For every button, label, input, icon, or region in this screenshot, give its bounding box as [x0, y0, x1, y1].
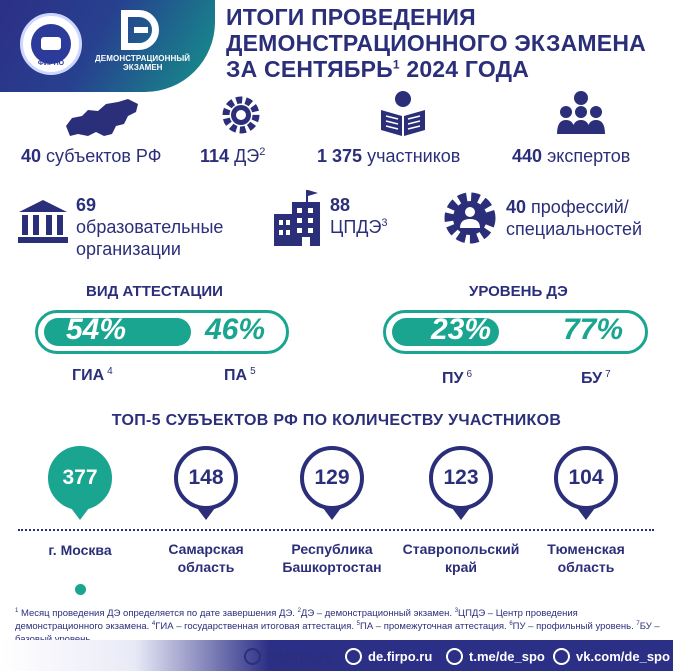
- top5-pin-tail: [452, 508, 470, 520]
- hd-link-icon: [244, 648, 261, 665]
- top5-baseline: [18, 529, 654, 531]
- top5-pin: 123: [429, 446, 493, 510]
- top5-pin-tail: [71, 508, 89, 520]
- telegram-icon: [446, 648, 463, 665]
- footer-bar: [0, 640, 673, 671]
- reader-icon: [378, 90, 428, 138]
- top5-region-name: Тюменская область: [526, 540, 646, 576]
- link-telegram[interactable]: t.me/de_spo: [446, 648, 545, 665]
- level-right-pct: 77%: [563, 313, 624, 346]
- top5-region-name: Республика Башкортостан: [272, 540, 392, 576]
- level-left-pct: 23%: [431, 313, 492, 346]
- top5-region-name: Самарская область: [146, 540, 266, 576]
- top5-pin-tail: [197, 508, 215, 520]
- top5-pin: 377: [48, 446, 112, 510]
- level-right-label: БУ $^7$: [581, 368, 611, 387]
- attestation-left-label: ГИА $^4$: [72, 365, 113, 384]
- title-line2: ДЕМОНСТРАЦИОННОГО ЭКЗАМЕНА: [226, 30, 646, 56]
- stat-participants: 1 375 участников: [317, 146, 461, 166]
- firpo-logo: [20, 13, 82, 75]
- title-line3: ЗА СЕНТЯБРЬ$^1$ 2024 ГОДА: [226, 56, 529, 82]
- vk-icon: [553, 648, 570, 665]
- footnotes: $^1$ Месяц проведения ДЭ определяется по дате завершения ДЭ. $^2$ДЭ – демонстрационный экзамен. $^3$ЦПДЭ – Центр проведения демонстрационного экзамена. $^4$ГИА – государственная итоговая аттестация. $^5$ПА – промежуточная аттестация. $^6$ПУ – профильный уровень. $^7$БУ –: [15, 607, 660, 632]
- top5-pin: 129: [300, 446, 364, 510]
- level-left-label: ПУ $^6$: [442, 368, 473, 387]
- firpo-logo-caption: ФИРПО: [37, 60, 65, 67]
- level-title: УРОВЕНЬ ДЭ: [469, 283, 568, 300]
- demo-exam-logo-mark: [121, 10, 159, 50]
- header-band: [0, 0, 215, 92]
- institution-icon: [17, 198, 69, 244]
- top5-region-name: г. Москва: [20, 541, 140, 559]
- attestation-left-pct: 54%: [66, 313, 127, 346]
- link-hd-firpo[interactable]: hd.firpo.ru: [244, 648, 332, 665]
- link-vk[interactable]: vk.com/de_spo: [553, 648, 670, 665]
- title-line1: ИТОГИ ПРОВЕДЕНИЯ: [226, 4, 476, 30]
- top5-title: ТОП-5 СУБЪЕКТОВ РФ ПО КОЛИЧЕСТВУ УЧАСТНИКОВ: [111, 412, 562, 429]
- top5-region-name: Ставропольский край: [402, 541, 520, 575]
- page-title: [226, 4, 666, 82]
- attestation-right-pct: 46%: [205, 313, 266, 346]
- stat-professions: 40 профессий/ специальностей: [506, 197, 643, 239]
- top5-pin: 104: [554, 446, 618, 510]
- gear-icon: [218, 92, 264, 138]
- attestation-title: ВИД АТТЕСТАЦИИ: [86, 283, 223, 300]
- stat-centers: 88 ЦПДЭ$^3$: [330, 195, 388, 237]
- demo-exam-logo: [95, 10, 215, 72]
- top5-pin-tail: [323, 508, 341, 520]
- top5-pin-tail: [577, 508, 595, 520]
- stat-exams: 114 $ДЭ^2$: [200, 146, 266, 166]
- russia-map-icon: [62, 96, 142, 142]
- stat-regions: 40 субъектов РФ: [21, 146, 162, 166]
- top5-highlight-dot: [75, 584, 86, 595]
- building-icon: [272, 190, 324, 246]
- demo-exam-logo-line2: ЭКЗАМЕН: [123, 63, 163, 72]
- demo-exam-logo-line1: ДЕМОНСТРАЦИОННЫЙ: [95, 54, 191, 63]
- attestation-right-label: ПА $^5$: [224, 365, 256, 384]
- stat-experts: 440 экспертов: [512, 146, 631, 166]
- profession-gear-icon: [442, 190, 498, 246]
- stat-orgs: 69 образовательные организации: [76, 195, 224, 259]
- globe-icon: [345, 648, 362, 665]
- group-icon: [556, 90, 606, 136]
- link-de-firpo[interactable]: de.firpo.ru: [345, 648, 432, 665]
- top5-pin: 148: [174, 446, 238, 510]
